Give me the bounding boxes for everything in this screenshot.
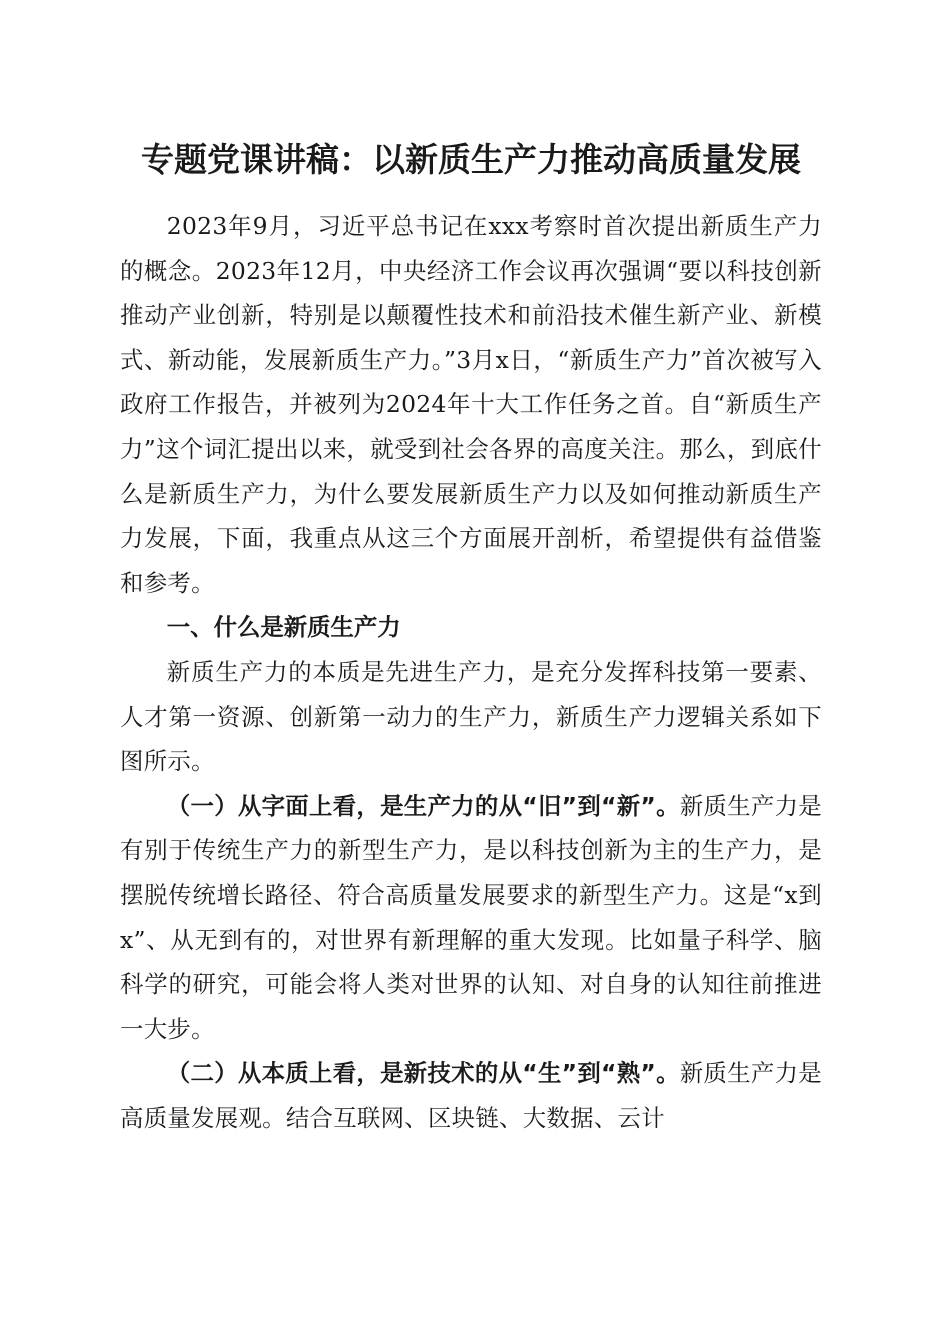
- document-title: 专题党课讲稿：以新质生产力推动高质量发展: [141, 140, 801, 179]
- intro-paragraph: 2023年9月，习近平总书记在xxx考察时首次提出新质生产力的概念。2023年12月，中央经济工作会议再次强调“要以科技创新推动产业创新，特别是以颠覆性技术和前沿技术催生新产业、新模式、新动能，发展新质生产力。”3月x日，“新质生产力”首次被写入政府工作报告，并被列为2024年十大工作任务之首。自“新质生产力”这个词汇提出以来，就受到社会各界的高度关注。那么，到底什么是新质生产力，为什么要发展新质生产力以及如何推动新质生产力发展，下面，我重点从这三个方面展开剖析，希望提供有益借鉴和参考。: [120, 212, 822, 597]
- section-heading-1: 一、什么是新质生产力: [166, 613, 401, 642]
- subsection-1-text: 新质生产力是有别于传统生产力的新型生产力，是以科技创新为主的生产力，是摆脱传统增长路径、符合高质量发展要求的新型生产力。这是“x到x”、从无到有的，对世界有新理解的重大发现。比如量子科学、脑科学的研究，可能会将人类对世界的认知、对自身的认知往前推进一大步。: [120, 791, 822, 1043]
- subsection-1-lead: （一）从字面上看，是生产力的从“旧”到“新”。: [166, 791, 680, 820]
- subsection-2-text: 新质生产力是高质量发展观。结合互联网、区块链、大数据、云计: [120, 1059, 822, 1132]
- subsection-2-lead: （二）从本质上看，是新技术的从“生”到“熟”。: [166, 1059, 680, 1088]
- section1-paragraph: 新质生产力的本质是先进生产力，是充分发挥科技第一要素、人才第一资源、创新第一动力的生产力，新质生产力逻辑关系如下图所示。: [120, 657, 822, 776]
- document-body: [120, 204, 822, 1140]
- subsection-2-paragraph: [120, 1051, 822, 1140]
- document-page: [120, 0, 822, 1344]
- subsection-1-paragraph: [120, 784, 822, 1052]
